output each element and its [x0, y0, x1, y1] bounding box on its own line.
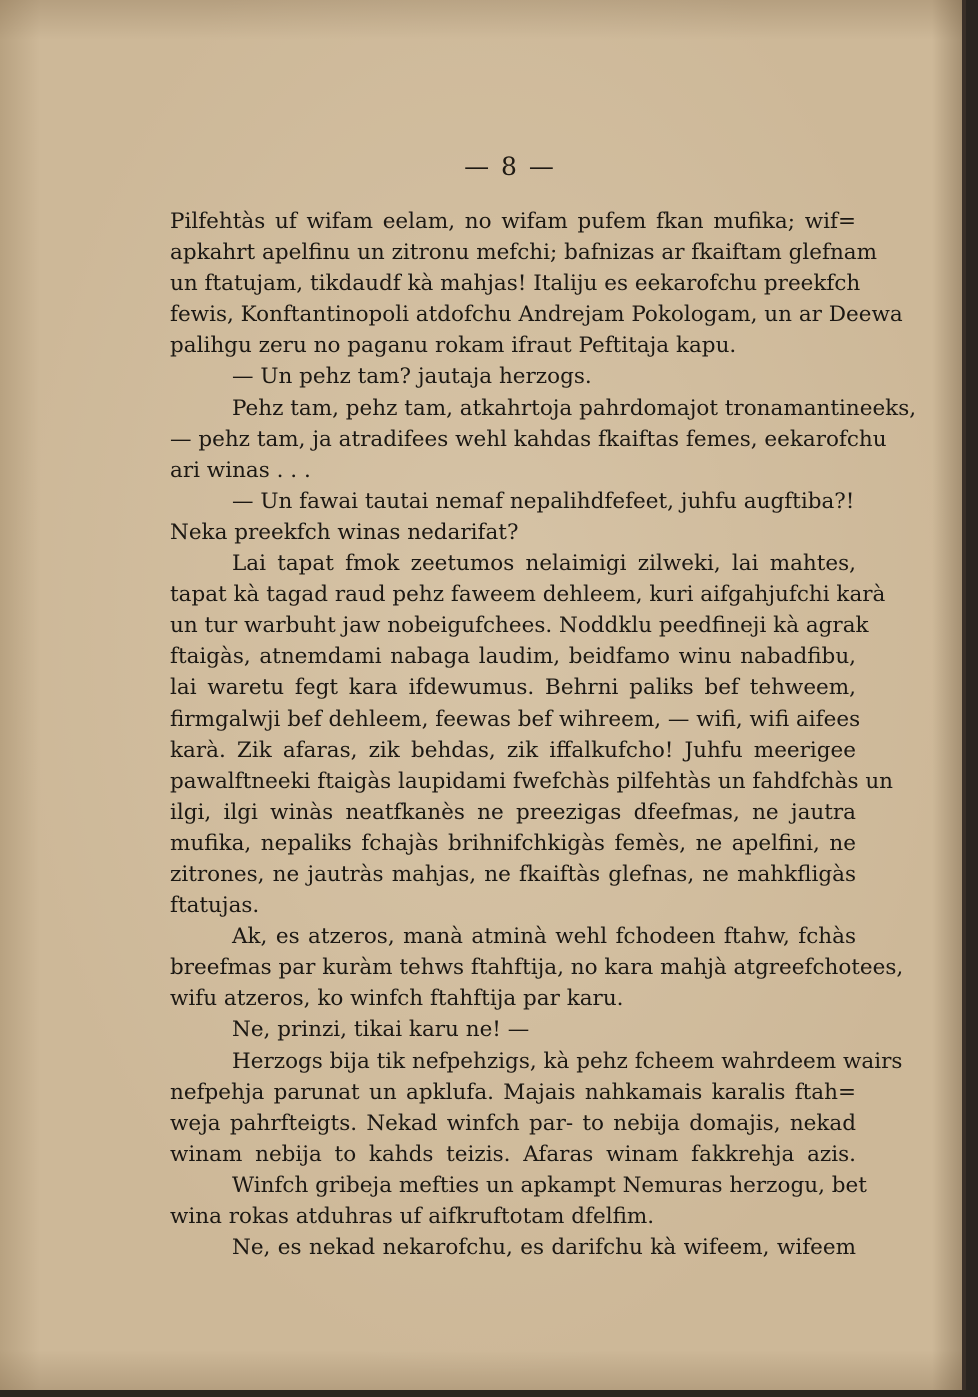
text-line: Neka preekfch winas nedarifat?	[170, 519, 519, 545]
text-line: breefmas par kuràm tehws ftahftija, no kara mahjà atgreefchotees,	[170, 955, 904, 981]
body-text	[170, 206, 917, 1263]
text-line: fewis, Konftantinopoli atdofchu Andrejam Pokologam, un ar Deewa	[170, 302, 903, 328]
text-line: tapat kà tagad raud pehz faweem dehleem, kuri aifgahjufchi karà	[170, 582, 886, 608]
text-line: weja pahrfteigts. Nekad winfch par- to nebija domajis, nekad	[170, 1110, 856, 1136]
text-line: lai waretu fegt kara ifdewumus. Behrni paliks bef tehweem,	[170, 675, 856, 701]
text-line: ilgi, ilgi winàs neatfkanès ne preezigas dfeefmas, ne jautra	[170, 799, 856, 825]
text-line: Herzogs bija tik nefpehzigs, kà pehz fcheem wahrdeem wairs	[232, 1048, 903, 1074]
text-line: firmgalwji bef dehleem, feewas bef wihreem, — wifi, wifi aifees	[170, 706, 861, 732]
text-line: palihgu zeru no paganu rokam ifraut Peftitaja kapu.	[170, 333, 737, 359]
text-line: ftatujas.	[170, 893, 260, 919]
text-line: wina rokas atduhras uf aifkruftotam dfelfim.	[170, 1204, 655, 1229]
text-line: pawalftneeki ftaigàs laupidami fwefchàs pilfehtàs un fahdfchàs un	[170, 768, 894, 794]
text-line: Ne, prinzi, tikai karu ne! —	[232, 1017, 530, 1043]
text-line: mufika, nepaliks fchajàs brihnifchkigàs femès, ne apelfini, ne	[170, 830, 856, 856]
text-line: ari winas . . .	[170, 457, 311, 483]
text-line: Winfch gribeja mefties un apkampt Nemuras herzogu, bet	[232, 1172, 867, 1198]
text-line: winam nebija to kahds teizis. Afaras winam fakkrehja azis.	[170, 1141, 856, 1167]
text-line: ftaigàs, atnemdami nabaga laudim, beidfamo winu nabadfibu,	[170, 644, 856, 670]
text-line: wifu atzeros, ko winfch ftahftija par karu.	[170, 986, 624, 1012]
text-line: Pilfehtàs uf wifam eelam, no wifam pufem fkan mufika; wif=	[170, 209, 856, 234]
text-line: zitrones, ne jautràs mahjas, ne fkaiftàs glefnas, ne mahkfligàs	[170, 861, 856, 887]
text-line: un ftatujam, tikdaudf kà mahjas! Italiju es eekarofchu preekfch	[170, 271, 861, 297]
text-line: karà. Zik afaras, zik behdas, zik iffalkufcho! Juhfu meerigee	[170, 737, 856, 763]
text-line: Lai tapat fmok zeetumos nelaimigi zilweki, lai mahtes,	[232, 551, 856, 577]
text-line: — Un pehz tam? jautaja herzogs.	[232, 364, 592, 390]
text-line: — pehz tam, ja atradifees wehl kahdas fkaiftas femes, eekarofchu	[170, 426, 887, 452]
text-line: apkahrt apelfinu un zitronu mefchi; bafnizas ar fkaiftam glefnam	[170, 240, 878, 266]
text-line: Ne, es nekad nekarofchu, es darifchu kà wifeem, wifeem	[232, 1235, 856, 1261]
text-line: — Un fawai tautai nemaf nepalihdfefeet, juhfu augftiba?!	[232, 488, 855, 514]
page-number: — 8 —	[464, 152, 556, 181]
text-line: nefpehja parunat un apklufa. Majais nahkamais karalis ftah=	[170, 1079, 856, 1105]
text-line: un tur warbuht jaw nobeigufchees. Noddklu peedfineji kà agrak	[170, 613, 869, 639]
text-line: Ak, es atzeros, manà atminà wehl fchodeen ftahw, fchàs	[232, 924, 856, 950]
text-line: Pehz tam, pehz tam, atkahrtoja pahrdomajot tronamantineeks,	[232, 395, 917, 421]
